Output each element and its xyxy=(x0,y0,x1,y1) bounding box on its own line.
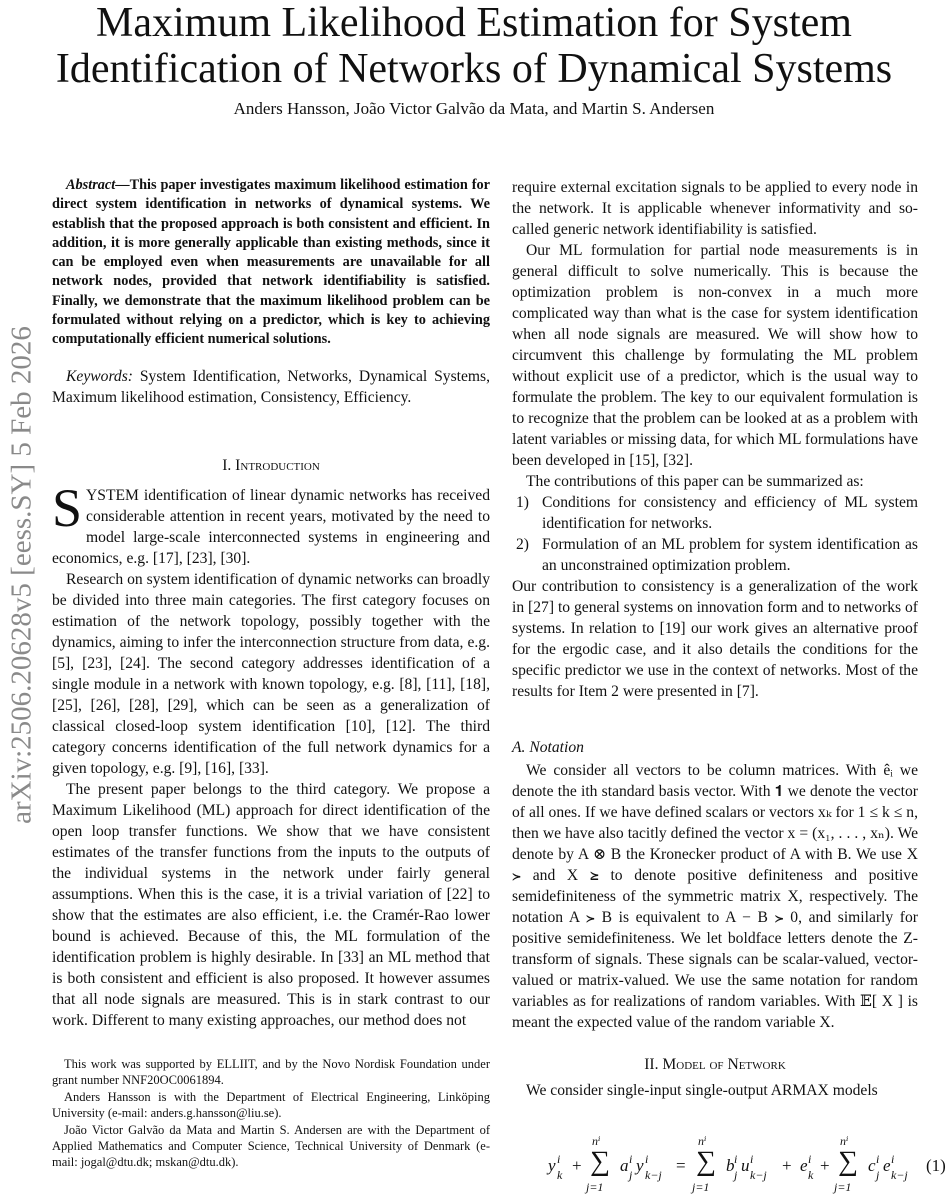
equation-number: (1) xyxy=(926,1156,946,1175)
eq-sub: k−j xyxy=(891,1168,908,1182)
eq-sub: j xyxy=(876,1168,880,1182)
intro-paragraph-6: The contributions of this paper can be summarized as: xyxy=(526,473,864,490)
eq-sub: k xyxy=(557,1168,563,1182)
keywords xyxy=(52,366,490,408)
paper-title xyxy=(0,0,948,92)
footnote-author-1: Anders Hansson is with the Department of Electrical Engineering, Linköping University (e-mail: anders.g.hansson@liu.se). xyxy=(52,1089,490,1121)
eq-sub: k−j xyxy=(750,1168,767,1182)
eq-symbol: y xyxy=(548,1156,556,1175)
eq-sub: j xyxy=(734,1168,738,1182)
abstract-text: —This paper investigates maximum likelihood estimation for direct system identification in networks of dynamical systems. We establish that the proposed approach is both consistent and efficient. In addition, it is more generally applicable than existing methods, since it can be employed even when measurements are unavailable for all network nodes, provided that network identifiability is satisfied. Finally, we demonstrate that the maximum likelihood problem can be formulated without relying on a predictor, which is key to achieving computationally efficient numerical solutions. xyxy=(52,177,490,348)
eq-operator: + xyxy=(782,1156,792,1175)
footnotes xyxy=(52,1056,490,1171)
title-line-2: Identification of Networks of Dynamical Systems xyxy=(55,46,893,92)
eq-sup: i xyxy=(629,1152,633,1166)
keywords-text: System Identification, Networks, Dynamical Systems, Maximum likelihood estimation, Consistency, Efficiency. xyxy=(52,368,490,406)
list-item: 2) Formulation of an ML problem for system identification as an unconstrained optimization problem. xyxy=(516,536,918,574)
title-line-1: Maximum Likelihood Estimation for System xyxy=(96,0,852,46)
authors: Anders Hansson, João Victor Galvão da Mata, and Martin S. Andersen xyxy=(233,99,715,118)
model-body xyxy=(512,1080,918,1101)
abstract xyxy=(52,176,490,350)
list-item: 1) Conditions for consistency and efficiency of ML system identification for networks. xyxy=(516,494,918,532)
contributions-list xyxy=(512,492,918,576)
eq-sup: i xyxy=(557,1152,561,1166)
eq-symbol: u xyxy=(741,1156,750,1175)
model-paragraph-1: We consider single-input single-output ARMAX models xyxy=(526,1082,878,1099)
eq-symbol: c xyxy=(868,1156,876,1175)
eq-sub: k xyxy=(808,1168,814,1182)
eq-sum-upper: nⁱ xyxy=(592,1134,601,1148)
eq-sum: ∑ xyxy=(696,1146,716,1177)
introduction-continued xyxy=(512,177,918,702)
eq-sup: i xyxy=(750,1152,754,1166)
eq-sum: ∑ xyxy=(838,1146,858,1177)
eq-operator: = xyxy=(676,1156,686,1175)
eq-sum-lower: j=1 xyxy=(834,1180,852,1194)
intro-paragraph-1: YSTEM identification of linear dynamic networks has received considerable attention in recent years, motivated by the need to model large-scale interconnected systems in engineering and economics, e.g. [17], [23], [30]. xyxy=(52,487,490,567)
eq-sum-lower: j=1 xyxy=(692,1180,710,1194)
footnote-author-2-3: João Victor Galvão da Mata and Martin S. Andersen are with the Department of Applied Mathematics and Computer Science, Technical University of Denmark (e-mail: jogal@dtu.dk; mskan@dtu.dk). xyxy=(52,1122,490,1170)
eq-symbol: b xyxy=(726,1156,735,1175)
eq-sub: k−j xyxy=(645,1168,662,1182)
intro-paragraph-4: require external excitation signals to be applied to every node in the network. It is applicable whenever informativity and so-called generic network identifiability is satisfied. xyxy=(512,179,918,238)
eq-symbol: y xyxy=(636,1156,644,1175)
eq-sum-upper: nⁱ xyxy=(840,1134,849,1148)
introduction-body xyxy=(52,478,490,1031)
eq-operator: + xyxy=(820,1156,830,1175)
eq-sum-lower: j=1 xyxy=(586,1180,604,1194)
eq-symbol: e xyxy=(800,1156,808,1175)
keywords-label: Keywords: xyxy=(66,368,133,385)
eq-sup: i xyxy=(734,1152,738,1166)
eq-symbol: a xyxy=(620,1156,629,1175)
eq-sup: i xyxy=(808,1152,812,1166)
arxiv-identifier: arXiv:2506.20628v5 [eess.SY] 5 Feb 2026 xyxy=(5,326,38,824)
section-heading-model-of-network: II. Model of Network xyxy=(644,1056,786,1073)
intro-paragraph-7: Our contribution to consistency is a generalization of the work in [27] to general systems on innovation form and to networks of systems. In relation to [19] our work gives an alternative proof for the ergodic case, and it also details the conditions for the specific predictor we use in the context of networks. Most of the results for Item 2 were presented in [7]. xyxy=(512,578,918,700)
intro-paragraph-2: Research on system identification of dynamic networks can broadly be divided into three main categories. The first category focuses on estimation of the network topology, possibly together with the dynamics, aiming to infer the interconnection structure from data, e.g. [5], [23], [24]. The second category addresses identification of a single module in a network with known topology, e.g. [8], [11], [18], [25], [26], [28], [29], which can be seen as a generalization of classical closed-loop system identification [10], [12]. The third category concerns identification of the full network dynamics for a given topology, e.g. [9], [16], [33]. xyxy=(52,571,490,777)
footnote-funding: This work was supported by ELLIIT, and by the Novo Nordisk Foundation under grant number NNF20OC0061894. xyxy=(52,1057,490,1088)
equation-1 xyxy=(548,1134,948,1200)
intro-paragraph-3: The present paper belongs to the third category. We propose a Maximum Likelihood (ML) approach for direct identification of the open loop transfer functions. We show that we have consistent estimates of the transfer functions from the inputs to the outputs of the individual systems in the network under fairly general assumptions. When this is the case, it is a trivial variation of [22] to show that the estimates are also efficient, i.e. the Cramér-Rao lower bound is achieved. Because of this, the ML formulation of the identification problem is highly desirable. In [33] an ML method that is both consistent and efficient is also proposed. It however assumes that all node signals are measured. This is in stark contrast to our work. Different to many existing approaches, our method does not xyxy=(52,781,490,1029)
eq-sum-upper: nⁱ xyxy=(698,1134,707,1148)
eq-sup: i xyxy=(876,1152,880,1166)
subsection-heading-notation: A. Notation xyxy=(512,739,584,756)
eq-sup: i xyxy=(645,1152,649,1166)
notation-body xyxy=(512,760,918,1033)
eq-sum: ∑ xyxy=(590,1146,610,1177)
drop-cap: S xyxy=(52,478,83,538)
abstract-label: Abstract xyxy=(66,177,116,193)
notation-paragraph: We consider all vectors to be column matrices. With êᵢ we denote the ith standard basis vector. With 𝟏 we denote the vector of all ones. If we have defined scalars or vectors xₖ for 1 ≤ k ≤ n, then we have also tacitly defined the vector x = (x₁, . . . , xₙ). We denote by A ⊗ B the Kronecker product of A with B. We use X ≻ and X ⪰ to denote positive definiteness and positive semidefiniteness of the symmetric matrix X, respectively. The notation A ≻ B is equivalent to A − B ≻ 0, and similarly for positive semidefiniteness. We let boldface letters denote the Z-transform of signals. These signals can be scalar-valued, vector-valued or matrix-valued. We use the same notation for random variables as for realizations of random variables. With 𝔼[ X ] is meant the expected value of the random variable X. xyxy=(512,762,918,1031)
intro-paragraph-5: Our ML formulation for partial node measurements is in general difficult to solve numerically. This is because the optimization problem is non-convex in a much more complicated way than what is the case for system identification when all node signals are measured. We will show how to circumvent this challenge by formulating the ML problem without explicit use of a predictor, which is the usual way to formulate the problem. The key to our equivalent formulation is to recognize that the problem can be looked at as a problem with latent variables or missing data, for which ML formulations have been developed in [15], [32]. xyxy=(512,242,918,469)
eq-sup: i xyxy=(891,1152,895,1166)
eq-operator: + xyxy=(572,1156,582,1175)
section-heading-introduction: I. Introduction xyxy=(222,457,320,474)
eq-symbol: e xyxy=(883,1156,891,1175)
eq-sub: j xyxy=(629,1168,633,1182)
